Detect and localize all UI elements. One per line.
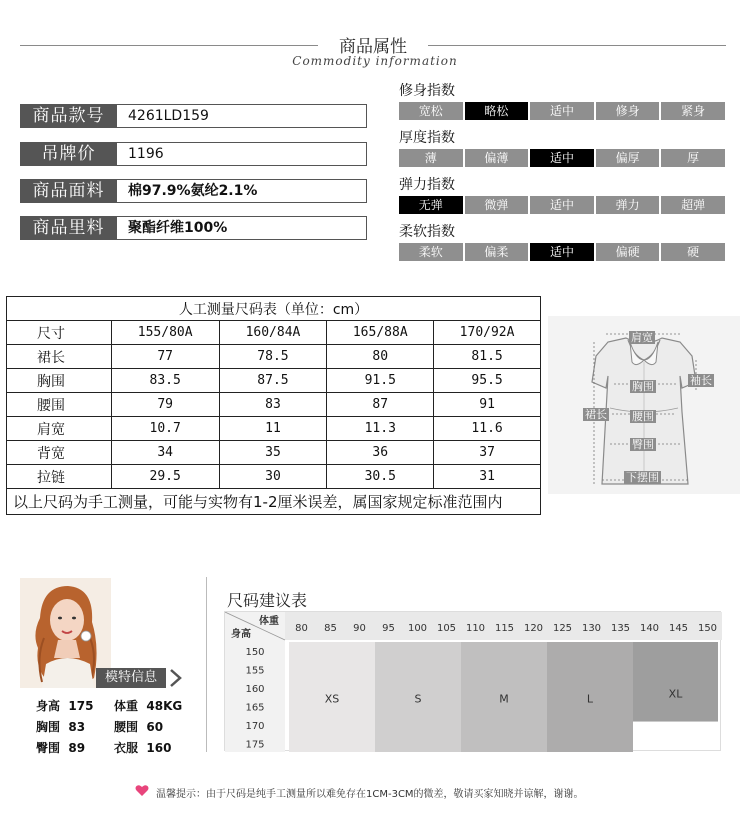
attr-style-number bbox=[20, 104, 367, 128]
section-divider bbox=[206, 577, 207, 752]
size-band-label: M bbox=[499, 692, 509, 706]
size-table-caption: 人工测量尺码表（单位：cm） bbox=[7, 297, 541, 321]
dress-length-tag: 裙长 bbox=[585, 408, 607, 421]
stat-value: 83 bbox=[68, 720, 86, 734]
stat-value: 48KG bbox=[146, 699, 183, 713]
table-cell: 91.5 bbox=[327, 369, 434, 393]
fit-index-bar bbox=[399, 102, 725, 120]
weight-tick-label: 105 bbox=[436, 623, 457, 634]
index-option: 修身 bbox=[596, 102, 660, 120]
row-header-cell: 肩宽 bbox=[7, 417, 112, 441]
size-band-label: XS bbox=[324, 692, 340, 706]
index-option: 超弹 bbox=[661, 196, 725, 214]
height-tick-label: 155 bbox=[245, 665, 265, 677]
table-cell: 35 bbox=[219, 441, 327, 465]
table-cell: 87 bbox=[327, 393, 434, 417]
weight-tick-label: 110 bbox=[465, 623, 486, 634]
header-rule-right bbox=[426, 45, 726, 46]
attr-value: 聚酯纤维100% bbox=[117, 216, 367, 240]
dress-diagram bbox=[548, 316, 740, 494]
model-stat-height bbox=[36, 697, 93, 714]
table-row bbox=[7, 441, 541, 465]
stat-label: 臀围 bbox=[36, 741, 61, 755]
index-option-selected: 适中 bbox=[530, 243, 594, 261]
weight-tick-label: 150 bbox=[697, 623, 718, 634]
size-table bbox=[6, 296, 541, 515]
index-option-selected: 适中 bbox=[530, 149, 594, 167]
attr-label: 吊牌价 bbox=[20, 142, 117, 166]
index-option: 偏薄 bbox=[465, 149, 529, 167]
chevron-right-icon bbox=[168, 668, 184, 688]
table-cell: 30.5 bbox=[327, 465, 434, 489]
index-option: 薄 bbox=[399, 149, 463, 167]
index-option: 弹力 bbox=[596, 196, 660, 214]
attr-tag-price bbox=[20, 142, 367, 166]
stat-value: 160 bbox=[146, 741, 172, 755]
table-cell: 81.5 bbox=[434, 345, 541, 369]
header-cell: 170/92A bbox=[434, 321, 541, 345]
heart-icon bbox=[135, 784, 149, 797]
size-band-label: L bbox=[586, 692, 594, 706]
weight-tick-label: 125 bbox=[552, 623, 573, 634]
attr-label: 商品里料 bbox=[20, 216, 117, 240]
size-band-label: S bbox=[414, 692, 422, 706]
corner-height-label: 身高 bbox=[231, 629, 251, 640]
table-row bbox=[7, 369, 541, 393]
stat-label: 体重 bbox=[114, 699, 139, 713]
row-header-cell: 背宽 bbox=[7, 441, 112, 465]
attr-value: 棉97.9%氨纶2.1% bbox=[117, 179, 367, 203]
table-row bbox=[7, 345, 541, 369]
index-option: 偏厚 bbox=[596, 149, 660, 167]
header-rule-left bbox=[20, 45, 320, 46]
stat-label: 胸围 bbox=[36, 720, 61, 734]
weight-tick-label: 95 bbox=[382, 623, 395, 634]
header-cell: 155/80A bbox=[111, 321, 219, 345]
header-cell: 165/88A bbox=[327, 321, 434, 345]
chest-tag: 胸围 bbox=[632, 380, 654, 393]
size-recommendation-chart bbox=[224, 611, 721, 751]
table-cell: 83.5 bbox=[111, 369, 219, 393]
attr-value: 4261LD159 bbox=[117, 104, 367, 128]
table-cell: 34 bbox=[111, 441, 219, 465]
size-table-body bbox=[7, 345, 541, 489]
table-cell: 11.3 bbox=[327, 417, 434, 441]
model-stat-bust bbox=[36, 718, 85, 735]
index-option: 适中 bbox=[530, 196, 594, 214]
index-option: 厚 bbox=[661, 149, 725, 167]
table-cell: 37 bbox=[434, 441, 541, 465]
weight-tick-label: 100 bbox=[407, 623, 428, 634]
attr-value: 1196 bbox=[117, 142, 367, 166]
elasticity-index-title: 弹力指数 bbox=[399, 177, 455, 193]
table-cell: 79 bbox=[111, 393, 219, 417]
height-tick-label: 150 bbox=[245, 647, 265, 658]
hip-tag: 臀围 bbox=[632, 438, 654, 451]
stat-label: 身高 bbox=[36, 699, 61, 713]
row-header-cell: 拉链 bbox=[7, 465, 112, 489]
row-header-cell: 胸围 bbox=[7, 369, 112, 393]
index-option: 偏柔 bbox=[465, 243, 529, 261]
stat-value: 175 bbox=[68, 699, 94, 713]
thickness-index-title: 厚度指数 bbox=[399, 130, 455, 146]
table-cell: 80 bbox=[327, 345, 434, 369]
recommendation-title: 尺码建议表 bbox=[227, 591, 308, 610]
model-stat-waist bbox=[114, 718, 163, 735]
table-cell: 31 bbox=[434, 465, 541, 489]
height-tick-label: 165 bbox=[245, 702, 265, 714]
softness-index-title: 柔软指数 bbox=[399, 224, 455, 240]
sleeve-length-tag: 袖长 bbox=[690, 374, 712, 387]
table-cell: 83 bbox=[219, 393, 327, 417]
elasticity-index-bar bbox=[399, 196, 725, 214]
weight-tick-label: 145 bbox=[668, 623, 689, 634]
section-subtitle: Commodity information bbox=[292, 54, 458, 68]
table-cell: 77 bbox=[111, 345, 219, 369]
stat-label: 衣服 bbox=[114, 741, 139, 755]
table-cell: 36 bbox=[327, 441, 434, 465]
model-stat-clothes bbox=[114, 739, 171, 756]
stat-value: 60 bbox=[146, 720, 164, 734]
table-row bbox=[7, 417, 541, 441]
weight-tick-label: 115 bbox=[494, 623, 515, 634]
weight-tick-label: 85 bbox=[324, 623, 337, 634]
index-option: 硬 bbox=[661, 243, 725, 261]
attr-fabric bbox=[20, 179, 367, 203]
weight-tick-label: 80 bbox=[295, 623, 308, 634]
header-cell: 尺寸 bbox=[7, 321, 112, 345]
section-title: 商品属性 bbox=[318, 32, 428, 57]
table-cell: 10.7 bbox=[111, 417, 219, 441]
index-option-selected: 略松 bbox=[465, 102, 529, 120]
row-header-cell: 腰围 bbox=[7, 393, 112, 417]
attr-lining bbox=[20, 216, 367, 240]
index-option: 适中 bbox=[530, 102, 594, 120]
index-option: 柔软 bbox=[399, 243, 463, 261]
weight-tick-label: 130 bbox=[581, 623, 602, 634]
size-table-header bbox=[7, 321, 541, 345]
height-tick-label: 170 bbox=[245, 721, 265, 732]
footer-note: 温馨提示：由于尺码是纯手工测量所以难免存在1CM-3CM的微差，敬请买家知晓并谅解，谢谢。 bbox=[156, 789, 584, 800]
table-cell: 87.5 bbox=[219, 369, 327, 393]
size-table-note: 以上尺码为手工测量，可能与实物有1-2厘米误差，属国家规定标准范围内 bbox=[7, 489, 541, 515]
softness-index-bar bbox=[399, 243, 725, 261]
table-cell: 11 bbox=[219, 417, 327, 441]
thickness-index-bar bbox=[399, 149, 725, 167]
table-row bbox=[7, 465, 541, 489]
index-option: 微弹 bbox=[465, 196, 529, 214]
height-tick-label: 160 bbox=[245, 684, 265, 695]
shoulder-width-tag: 肩宽 bbox=[631, 331, 653, 344]
model-info-badge: 模特信息 bbox=[96, 668, 166, 688]
table-cell: 91 bbox=[434, 393, 541, 417]
weight-tick-label: 90 bbox=[353, 623, 366, 634]
corner-weight-label: 体重 bbox=[259, 616, 279, 627]
table-cell: 29.5 bbox=[111, 465, 219, 489]
attr-label: 商品面料 bbox=[20, 179, 117, 203]
table-cell: 30 bbox=[219, 465, 327, 489]
row-header-cell: 裙长 bbox=[7, 345, 112, 369]
waist-tag: 腰围 bbox=[632, 410, 654, 423]
attr-label: 商品款号 bbox=[20, 104, 117, 128]
table-cell: 11.6 bbox=[434, 417, 541, 441]
weight-tick-label: 135 bbox=[610, 623, 631, 634]
hem-tag: 下摆围 bbox=[626, 471, 659, 484]
index-option: 紧身 bbox=[661, 102, 725, 120]
header-cell: 160/84A bbox=[219, 321, 327, 345]
size-band-xl bbox=[633, 642, 718, 722]
stat-value: 89 bbox=[68, 741, 86, 755]
model-stat-weight bbox=[114, 697, 182, 714]
stat-label: 腰围 bbox=[114, 720, 139, 734]
index-option: 偏硬 bbox=[596, 243, 660, 261]
height-tick-label: 175 bbox=[245, 739, 265, 751]
model-stat-hip bbox=[36, 739, 85, 756]
size-recommendation-graphic bbox=[225, 612, 722, 752]
index-option-selected: 无弹 bbox=[399, 196, 463, 214]
table-row bbox=[7, 393, 541, 417]
table-cell: 95.5 bbox=[434, 369, 541, 393]
weight-tick-label: 140 bbox=[639, 623, 660, 634]
fit-index-title: 修身指数 bbox=[399, 83, 455, 99]
size-band-label: XL bbox=[668, 687, 683, 701]
index-option: 宽松 bbox=[399, 102, 463, 120]
weight-tick-label: 120 bbox=[523, 623, 544, 634]
table-cell: 78.5 bbox=[219, 345, 327, 369]
